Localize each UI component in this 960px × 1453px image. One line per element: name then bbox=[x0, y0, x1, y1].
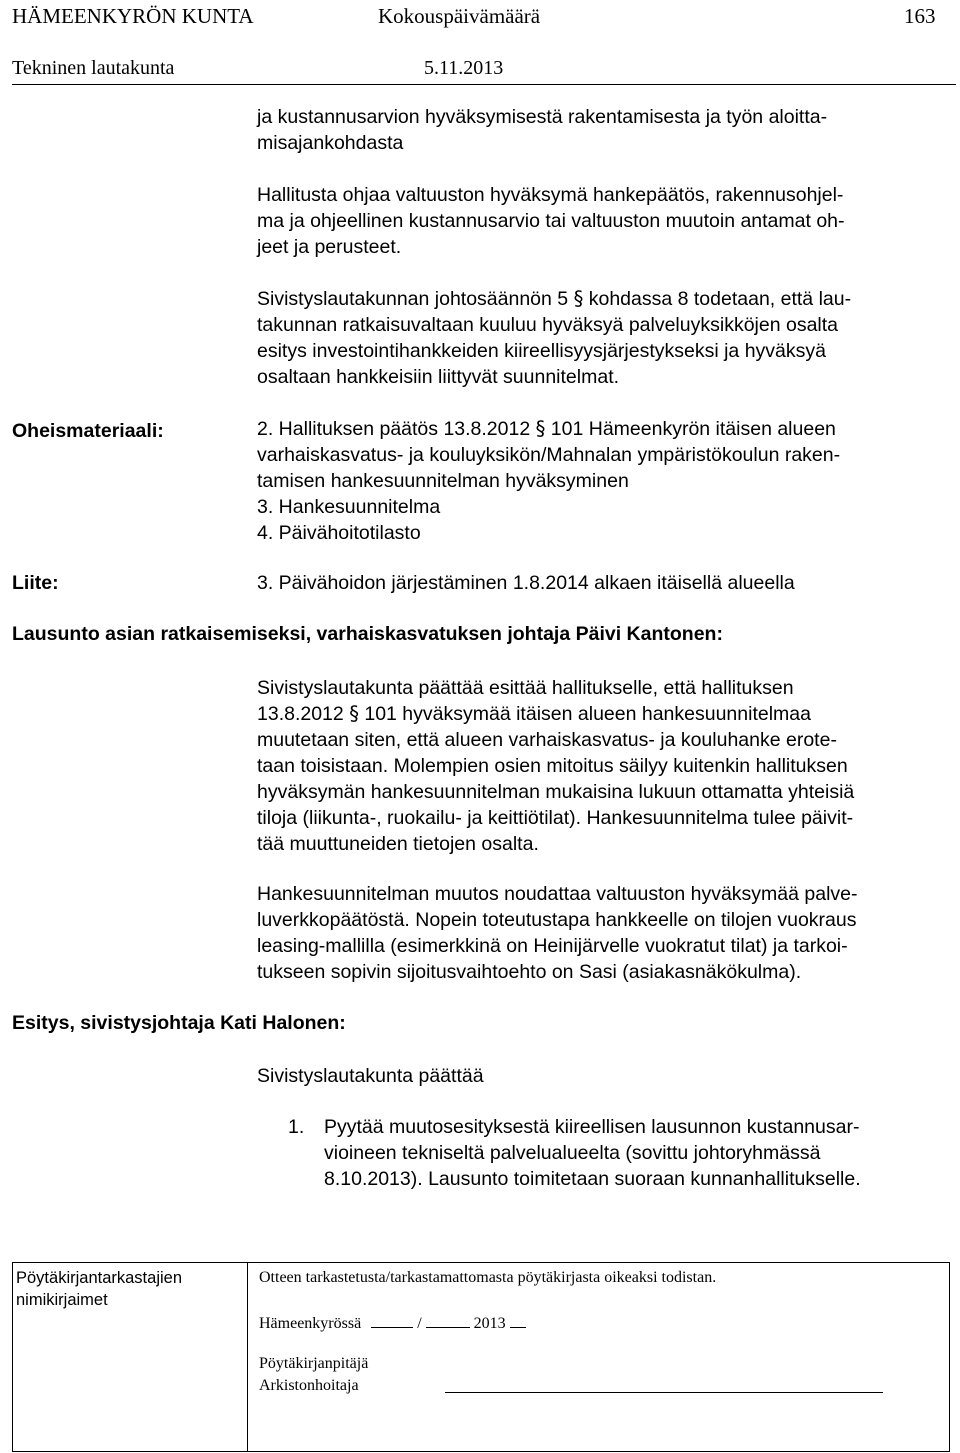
text-line: vioineen tekniseltä palvelualueelta (sovittu johtoryhmässä bbox=[324, 1142, 821, 1164]
text-line: Pyytää muutosesityksestä kiireellisen lausunnon kustannusar- bbox=[324, 1116, 860, 1138]
text-line: ja kustannusarvion hyväksymisestä rakentamisesta ja työn aloitta- bbox=[257, 106, 828, 128]
text-line: tiloja (liikunta-, ruokailu- ja keittiötilat). Hankesuunnitelma tulee päivit- bbox=[257, 807, 854, 829]
footer-initials-label: Pöytäkirjantarkastajien nimikirjaimet bbox=[16, 1269, 182, 1309]
footer-signer-role: Arkistonhoitaja bbox=[259, 1377, 359, 1394]
oheismateriaali-list bbox=[257, 416, 840, 546]
text-line: leasing-mallilla (esimerkkinä on Heinijärvelle vuokratut tilat) ja tarkoi- bbox=[257, 935, 848, 957]
municipality-name: HÄMEENKYRÖN KUNTA bbox=[12, 4, 254, 28]
text-line: takunnan ratkaisuvaltaan kuuluu hyväksyä palveluyksikköjen osalta bbox=[257, 314, 839, 336]
list-item: 2. Hallituksen päätös 13.8.2012 § 101 Hämeenkyrön itäisen alueen bbox=[257, 417, 836, 440]
board-name: Tekninen lautakunta bbox=[12, 57, 175, 79]
text-line: hyväksymän hankesuunnitelman mukaisina lukuun ottamatta yhteisiä bbox=[257, 781, 855, 803]
meeting-date: 5.11.2013 bbox=[424, 57, 504, 79]
month-blank bbox=[426, 1311, 470, 1328]
liite-text: 3. Päivähoidon järjestäminen 1.8.2014 alkaen itäisellä alueella bbox=[257, 572, 795, 594]
footer-statement: Otteen tarkastetusta/tarkastamattomasta pöytäkirjasta oikeaksi todistan. bbox=[259, 1269, 717, 1286]
text-line: tamisen hankesuunnitelman hyväksyminen bbox=[257, 470, 629, 492]
text-line: Hallitusta ohjaa valtuuston hyväksymä hankepäätös, rakennusohjel- bbox=[257, 184, 844, 206]
text-line: varhaiskasvatus- ja kouluyksikön/Mahnalan ympäristökoulun raken- bbox=[257, 444, 841, 466]
text-line: ma ja ohjeellinen kustannusarvio tai valtuuston muutoin antamat oh- bbox=[257, 210, 845, 232]
header-rule bbox=[12, 84, 956, 85]
footer-place-date: Hämeenkyrössä / 2013 bbox=[259, 1311, 526, 1333]
date-label: Kokouspäivämäärä bbox=[378, 4, 541, 28]
text-line: 13.8.2012 § 101 hyväksymää itäisen alueen hankesuunnitelmaa bbox=[257, 702, 811, 725]
text-line: muutetaan siten, että alueen varhaiskasvatus- ja kouluhanke erote- bbox=[257, 729, 837, 751]
liite-label: Liite: bbox=[12, 572, 59, 594]
list-item: 4. Päivähoitotilasto bbox=[257, 522, 421, 544]
text-line: luverkkopäätöstä. Nopein toteutustapa hankkeelle on tilojen vuokraus bbox=[257, 909, 857, 931]
paragraph-3 bbox=[257, 286, 851, 390]
lausunto-paragraph-2 bbox=[257, 881, 858, 985]
paragraph-2 bbox=[257, 182, 845, 260]
lausunto-heading: Lausunto asian ratkaisemiseksi, varhaiskasvatuksen johtaja Päivi Kantonen: bbox=[12, 623, 723, 645]
text-line: tää muuttuneiden tietojen osalta. bbox=[257, 833, 539, 855]
day-blank bbox=[371, 1311, 413, 1328]
section-sign-icon: § bbox=[349, 702, 359, 725]
text-line: taan toisistaan. Molempien osien mitoitus säilyy kuitenkin hallituksen bbox=[257, 755, 848, 777]
esitys-intro: Sivistyslautakunta päättää bbox=[257, 1065, 484, 1087]
lausunto-paragraph-1 bbox=[257, 675, 854, 857]
section-sign-icon: § bbox=[535, 417, 546, 440]
text-line: Sivistyslautakunta päättää esittää hallitukselle, että hallituksen bbox=[257, 677, 794, 699]
text-line: osaltaan hankkeisiin liittyvät suunnitelmat. bbox=[257, 366, 620, 388]
esitys-heading: Esitys, sivistysjohtaja Kati Halonen: bbox=[12, 1012, 346, 1034]
esitys-item-number: 1. bbox=[288, 1116, 305, 1138]
text-line: misajankohdasta bbox=[257, 132, 404, 154]
year-blank bbox=[510, 1311, 526, 1328]
text-line: jeet ja perusteet. bbox=[257, 236, 402, 258]
list-item: 3. Hankesuunnitelma bbox=[257, 496, 441, 518]
text-line: 8.10.2013). Lausunto toimitetaan suoraan kunnanhallitukselle. bbox=[324, 1168, 861, 1190]
text-line: Hankesuunnitelman muutos noudattaa valtuuston hyväksymää palve- bbox=[257, 883, 858, 905]
section-sign-icon: § bbox=[573, 287, 584, 310]
page-number: 163 bbox=[904, 4, 936, 28]
footer-divider bbox=[247, 1263, 248, 1451]
esitys-item bbox=[324, 1114, 861, 1192]
footer-box bbox=[12, 1262, 950, 1452]
text-line: tukseen sopivin sijoitusvaihtoehto on Sasi (asiakasnäkökulma). bbox=[257, 961, 802, 983]
text-line: Sivistyslautakunnan johtosäännön 5 § kohdassa 8 todetaan, että lau- bbox=[257, 287, 852, 310]
oheismateriaali-label: Oheismateriaali: bbox=[12, 420, 164, 442]
text-line: esitys investointihankkeiden kiireellisyysjärjestykseksi ja hyväksyä bbox=[257, 340, 826, 362]
signature-line bbox=[445, 1392, 883, 1393]
paragraph-1 bbox=[257, 104, 827, 156]
footer-signer-title: Pöytäkirjanpitäjä bbox=[259, 1355, 369, 1372]
